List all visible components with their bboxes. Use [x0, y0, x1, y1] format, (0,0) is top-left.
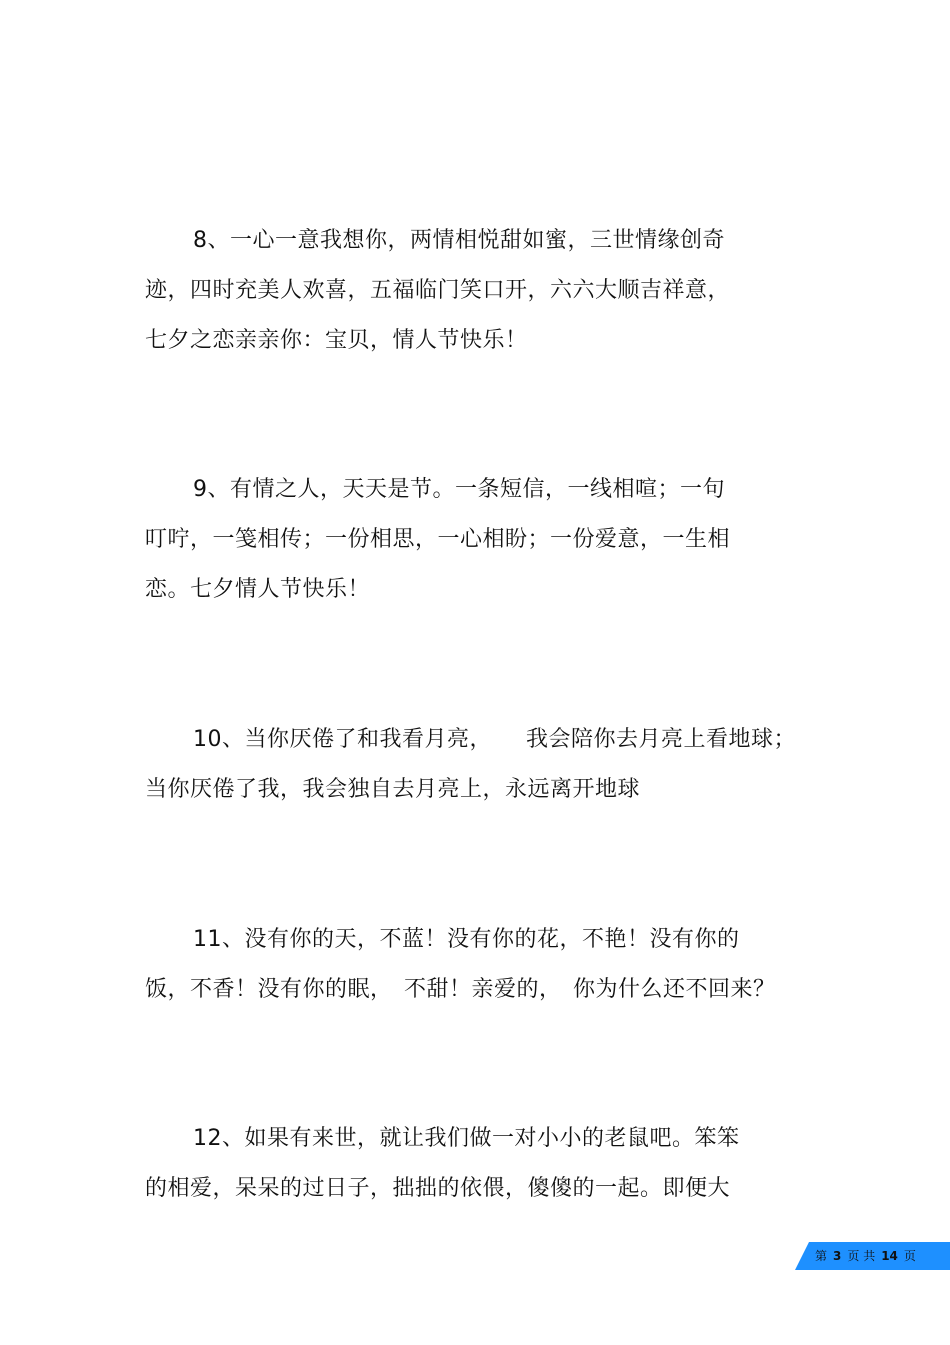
- paragraph-line: 迹，四时充美人欢喜，五福临门笑口开，六六大顺吉祥意，: [145, 278, 731, 303]
- paragraph-12: [145, 1114, 785, 1214]
- paragraph-line: 12、如果有来世，就让我们做一对小小的老鼠吧。笨笨: [193, 1126, 740, 1151]
- paragraph-line: 恋。七夕情人节快乐！: [145, 577, 371, 602]
- paragraph-line: 9、有情之人，天天是节。一条短信，一线相喧；一句: [193, 477, 725, 502]
- paragraph-line: 七夕之恋亲亲你：宝贝，情人节快乐！: [145, 328, 528, 353]
- page-middle: 页 共: [847, 1249, 876, 1263]
- paragraph-line: 饭，不香！没有你的眠， 不甜！亲爱的， 你为什么还不回来？: [145, 977, 776, 1002]
- paragraph-line: 10、当你厌倦了和我看月亮， 我会陪你去月亮上看地球；: [193, 727, 796, 752]
- paragraph-line: 的相爱，呆呆的过日子，拙拙的依偎，傻傻的一起。即便大: [145, 1176, 731, 1201]
- paragraph-line: 叮咛，一笺相传；一份相思，一心相盼；一份爱意，一生相: [145, 527, 731, 552]
- paragraph-line: 当你厌倦了我，我会独自去月亮上，永远离开地球: [145, 777, 641, 802]
- current-page-number: 3: [833, 1249, 842, 1263]
- paragraph-line: 8、一心一意我想你，两情相悦甜如蜜，三世情缘创奇: [193, 228, 725, 253]
- page-number-text: [815, 1242, 950, 1270]
- page-number-badge: [795, 1242, 950, 1270]
- paragraph-8: [145, 216, 785, 366]
- page-prefix: 第: [815, 1249, 828, 1263]
- paragraph-line: 11、没有你的天，不蓝！没有你的花，不艳！没有你的: [193, 927, 740, 952]
- page-suffix: 页: [903, 1249, 916, 1263]
- paragraph-11: [145, 915, 785, 1015]
- paragraph-10: [145, 715, 796, 815]
- paragraph-9: [145, 465, 785, 615]
- total-page-number: 14: [881, 1249, 898, 1263]
